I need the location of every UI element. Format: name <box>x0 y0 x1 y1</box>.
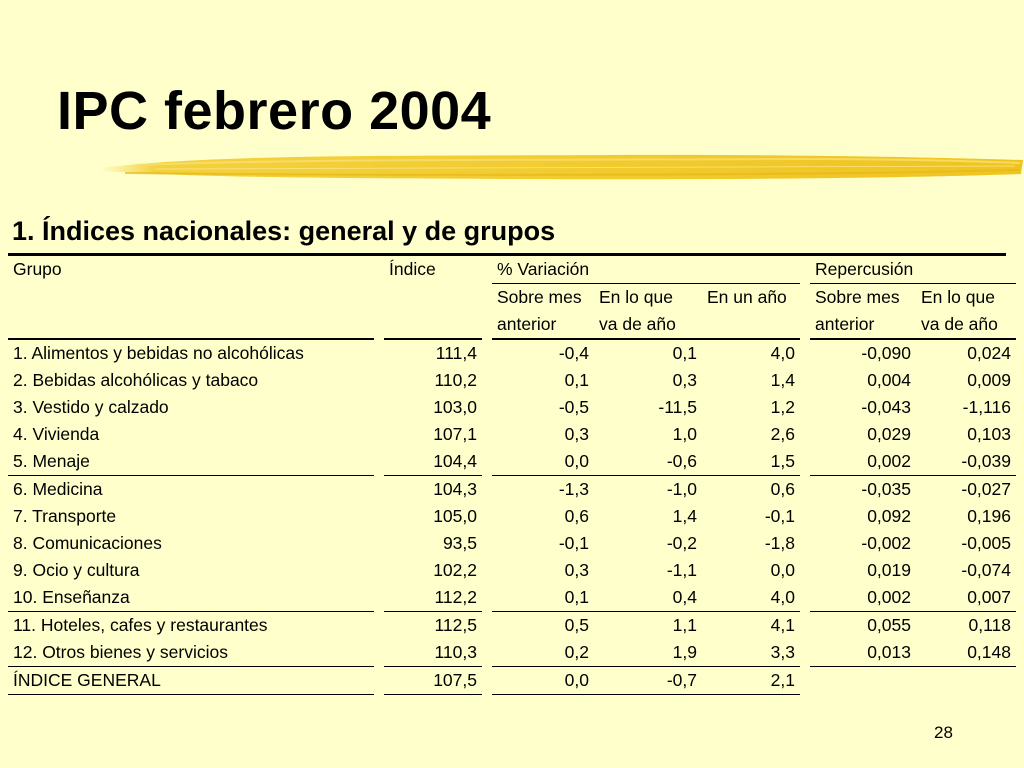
cell-var-en-un-ano: 1,5 <box>702 448 800 476</box>
cell-indice: 105,0 <box>433 506 477 526</box>
cell-rep-en-lo-que: 0,024 <box>967 343 1011 363</box>
header-en-lo-que: En lo que va de año <box>594 284 702 340</box>
cell-var-sobre-mes: 0,1 <box>492 584 594 612</box>
cell-grupo: 4. Vivienda <box>13 424 100 444</box>
cell-var-sobre-mes: 0,2 <box>492 639 594 667</box>
cell-var-sobre-mes: -0,4 <box>558 343 589 363</box>
cell-var-en-un-ano: 0,6 <box>770 479 795 499</box>
cell-grupo: 2. Bebidas alcohólicas y tabaco <box>13 370 259 390</box>
cell-grupo: 10. Enseñanza <box>8 584 374 612</box>
cell-var-en-un-ano: 3,3 <box>702 639 800 667</box>
cell-grupo: 5. Menaje <box>8 448 374 476</box>
header-sobre-mes: Sobre mes anterior <box>492 284 594 340</box>
cell-var-en-un-ano: 0,0 <box>770 560 795 580</box>
cell-var-en-un-ano: 2,1 <box>702 667 800 695</box>
cell-rep-sobre-mes: 0,019 <box>867 560 911 580</box>
cell-var-en-lo-que: -11,5 <box>658 397 697 417</box>
cell-indice: 112,2 <box>384 584 482 612</box>
cell-indice: 103,0 <box>433 397 477 417</box>
header-repercusion: Repercusión <box>810 256 1016 284</box>
cell-grupo: 12. Otros bienes y servicios <box>8 639 374 667</box>
highlight-brush-stroke <box>95 148 1024 188</box>
cell-rep-sobre-mes: 0,002 <box>810 448 916 476</box>
cell-rep-en-lo-que: 0,009 <box>967 370 1011 390</box>
cell-indice: 110,3 <box>384 639 482 667</box>
header-variacion: % Variación <box>492 256 800 284</box>
cell-grupo: 3. Vestido y calzado <box>13 397 169 417</box>
cell-rep-en-lo-que: 0,007 <box>916 584 1016 612</box>
cell-indice: 112,5 <box>434 615 477 635</box>
cell-rep-sobre-mes: -0,090 <box>861 343 911 363</box>
cell-rep-sobre-mes: 0,055 <box>867 615 911 635</box>
header-grupo-cont <box>8 284 374 340</box>
table-row <box>8 421 1016 448</box>
cell-rep-sobre-mes: 0,013 <box>810 639 916 667</box>
table-row <box>8 503 1016 530</box>
cell-var-en-lo-que: -0,6 <box>594 448 702 476</box>
cell-rep-en-lo-que: 0,148 <box>916 639 1016 667</box>
header-rep-en-lo-que: En lo que va de año <box>916 284 1016 340</box>
cell-rep-en-lo-que: -0,005 <box>961 533 1011 553</box>
cell-var-en-un-ano: 4,1 <box>770 615 795 635</box>
cell-rep-sobre-mes: 0,004 <box>867 370 911 390</box>
cell-indice: 102,2 <box>433 560 477 580</box>
cell-var-sobre-mes: -0,5 <box>558 397 589 417</box>
table-row <box>8 612 1016 640</box>
cell-var-en-un-ano: -1,8 <box>764 533 795 553</box>
header-indice: Índice <box>389 259 436 279</box>
cell-rep-en-lo-que <box>916 667 1016 695</box>
cell-indice: 107,5 <box>384 667 482 695</box>
cell-indice: 104,4 <box>384 448 482 476</box>
cell-var-en-un-ano: 1,4 <box>770 370 795 390</box>
cell-grupo: 7. Transporte <box>13 506 117 526</box>
header-row-1 <box>8 256 1016 284</box>
cell-var-sobre-mes: 0,5 <box>564 615 589 635</box>
cell-rep-en-lo-que: 0,196 <box>967 506 1011 526</box>
table-row <box>8 530 1016 557</box>
section-subtitle: 1. Índices nacionales: general y de grupos <box>12 216 556 246</box>
header-indice-cont <box>384 284 482 340</box>
cell-var-en-lo-que: 0,1 <box>672 343 697 363</box>
table-row <box>8 367 1016 394</box>
cell-rep-sobre-mes: 0,029 <box>867 424 911 444</box>
cell-var-sobre-mes: 0,3 <box>564 560 589 580</box>
cell-rep-sobre-mes: 0,092 <box>867 506 911 526</box>
cell-rep-sobre-mes <box>810 667 916 695</box>
table-row <box>8 448 1016 476</box>
cell-grupo: 1. Alimentos y bebidas no alcohólicas <box>13 343 304 363</box>
cell-var-sobre-mes: -0,1 <box>558 533 589 553</box>
cell-rep-en-lo-que: -0,027 <box>961 479 1011 499</box>
cell-var-en-lo-que: 1,4 <box>672 506 697 526</box>
header-row-2 <box>8 284 1016 340</box>
cell-var-en-un-ano: 2,6 <box>770 424 795 444</box>
cell-var-en-un-ano: -0,1 <box>764 506 795 526</box>
cell-var-sobre-mes: 0,1 <box>564 370 589 390</box>
cell-rep-sobre-mes: -0,043 <box>861 397 911 417</box>
cell-var-en-lo-que: -1,1 <box>666 560 697 580</box>
cell-var-en-lo-que: 0,4 <box>594 584 702 612</box>
page-number: 28 <box>934 723 953 742</box>
cell-rep-en-lo-que: 0,118 <box>968 615 1011 635</box>
cell-rep-sobre-mes: -0,002 <box>861 533 911 553</box>
header-rep-sobre-mes: Sobre mes anterior <box>810 284 916 340</box>
cell-var-en-lo-que: -0,2 <box>666 533 697 553</box>
cell-grupo: 9. Ocio y cultura <box>13 560 140 580</box>
cell-rep-sobre-mes: 0,002 <box>810 584 916 612</box>
cell-grupo: 8. Comunicaciones <box>13 533 162 553</box>
table-row <box>8 667 1016 695</box>
table-row <box>8 394 1016 421</box>
cell-rep-sobre-mes: -0,035 <box>861 479 911 499</box>
cell-rep-en-lo-que: -0,074 <box>961 560 1011 580</box>
table-row <box>8 339 1016 367</box>
cell-grupo: 11. Hoteles, cafes y restaurantes <box>13 615 268 635</box>
table-row <box>8 557 1016 584</box>
cell-var-en-lo-que: -0,7 <box>594 667 702 695</box>
cell-indice: 93,5 <box>442 533 477 553</box>
header-grupo: Grupo <box>13 259 62 279</box>
table-row <box>8 476 1016 504</box>
cell-var-en-un-ano: 4,0 <box>702 584 800 612</box>
cell-var-sobre-mes: 0,0 <box>492 667 594 695</box>
cell-rep-en-lo-que: -0,039 <box>916 448 1016 476</box>
cell-var-sobre-mes: 0,0 <box>492 448 594 476</box>
cell-var-en-lo-que: 1,9 <box>594 639 702 667</box>
cell-indice: 111,4 <box>435 343 477 363</box>
table-row <box>8 584 1016 612</box>
cell-grupo: 6. Medicina <box>13 479 103 499</box>
cell-var-sobre-mes: 0,3 <box>564 424 589 444</box>
cell-var-en-un-ano: 4,0 <box>770 343 795 363</box>
cell-grupo: ÍNDICE GENERAL <box>8 667 374 695</box>
cell-var-en-lo-que: 0,3 <box>672 370 697 390</box>
cell-var-sobre-mes: -1,3 <box>558 479 589 499</box>
cell-var-en-lo-que: 1,0 <box>672 424 697 444</box>
cell-indice: 107,1 <box>433 424 477 444</box>
cell-var-en-un-ano: 1,2 <box>770 397 795 417</box>
cell-var-en-lo-que: -1,0 <box>666 479 697 499</box>
slide-title: IPC febrero 2004 <box>57 81 492 141</box>
cell-rep-en-lo-que: 0,103 <box>967 424 1011 444</box>
cell-var-en-lo-que: 1,1 <box>672 615 697 635</box>
cell-var-sobre-mes: 0,6 <box>564 506 589 526</box>
header-en-un-ano: En un año <box>702 284 800 340</box>
cell-indice: 110,2 <box>434 370 477 390</box>
cell-indice: 104,3 <box>433 479 477 499</box>
table-row <box>8 639 1016 667</box>
cell-rep-en-lo-que: -1,116 <box>962 397 1011 417</box>
cpi-table <box>8 256 1016 695</box>
